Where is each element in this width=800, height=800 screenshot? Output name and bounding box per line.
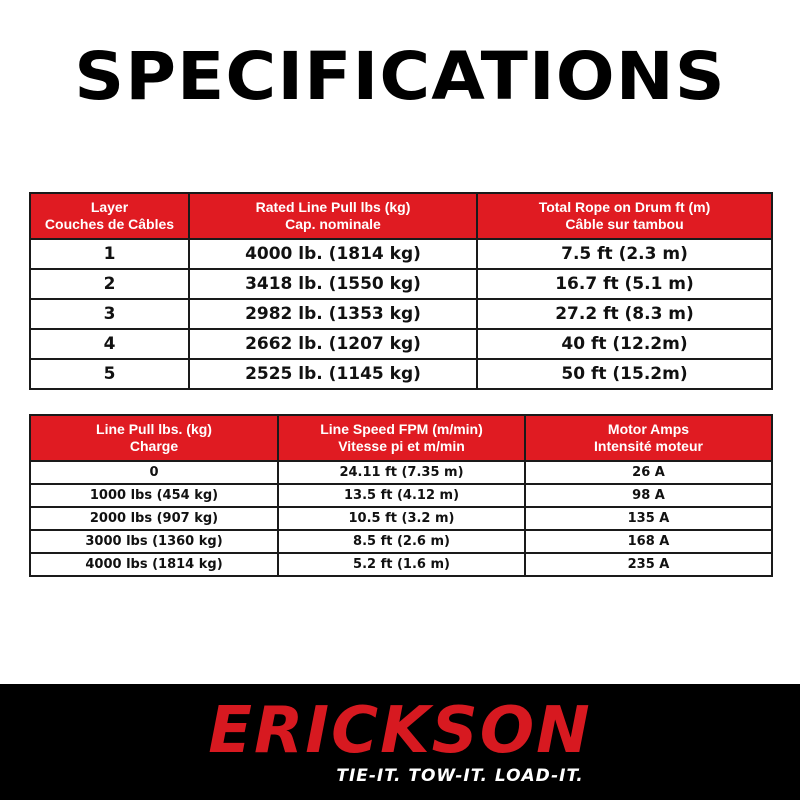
table-row [30, 484, 772, 507]
motor-amps-cell: 26 A [525, 461, 772, 484]
header-motor-amps: Motor Amps Intensité moteur [525, 415, 772, 461]
line-speed-cell: 8.5 ft (2.6 m) [278, 530, 525, 553]
layer-cell: 4 [30, 329, 189, 359]
line-pull-cell: 4000 lbs (1814 kg) [30, 553, 278, 576]
rope-cell: 7.5 ft (2.3 m) [477, 239, 772, 269]
table-row [30, 507, 772, 530]
line-pull-cell: 3418 lb. (1550 kg) [189, 269, 477, 299]
rope-cell: 50 ft (15.2m) [477, 359, 772, 389]
layer-cell: 2 [30, 269, 189, 299]
line-pull-cell: 1000 lbs (454 kg) [30, 484, 278, 507]
line-speed-cell: 5.2 ft (1.6 m) [278, 553, 525, 576]
line-pull-cell: 4000 lb. (1814 kg) [189, 239, 477, 269]
line-pull-cell: 2662 lb. (1207 kg) [189, 329, 477, 359]
layer-cell: 3 [30, 299, 189, 329]
layer-spec-table [29, 192, 773, 390]
line-pull-spec-table [29, 414, 773, 577]
line-speed-cell: 13.5 ft (4.12 m) [278, 484, 525, 507]
line-pull-cell: 0 [30, 461, 278, 484]
table-row [30, 461, 772, 484]
table-row [30, 329, 772, 359]
rope-cell: 40 ft (12.2m) [477, 329, 772, 359]
motor-amps-cell: 135 A [525, 507, 772, 530]
line-pull-cell: 3000 lbs (1360 kg) [30, 530, 278, 553]
rope-cell: 16.7 ft (5.1 m) [477, 269, 772, 299]
brand-footer [0, 684, 800, 800]
header-line-pull: Line Pull lbs. (kg) Charge [30, 415, 278, 461]
layer-cell: 1 [30, 239, 189, 269]
table-row [30, 269, 772, 299]
table-row [30, 530, 772, 553]
erickson-logo: ERICKSON [208, 694, 592, 768]
brand-tagline: TIE-IT. TOW-IT. LOAD-IT. [336, 766, 584, 786]
line-speed-cell: 10.5 ft (3.2 m) [278, 507, 525, 530]
table-header-row [30, 193, 772, 239]
motor-amps-cell: 98 A [525, 484, 772, 507]
line-pull-cell: 2982 lb. (1353 kg) [189, 299, 477, 329]
table-row [30, 239, 772, 269]
rope-cell: 27.2 ft (8.3 m) [477, 299, 772, 329]
table-row [30, 299, 772, 329]
motor-amps-cell: 235 A [525, 553, 772, 576]
layer-cell: 5 [30, 359, 189, 389]
header-line-speed: Line Speed FPM (m/min) Vitesse pi et m/min [278, 415, 525, 461]
page-title: SPECIFICATIONS [74, 38, 726, 115]
header-total-rope: Total Rope on Drum ft (m) Câble sur tambou [477, 193, 772, 239]
line-speed-cell: 24.11 ft (7.35 m) [278, 461, 525, 484]
table-header-row [30, 415, 772, 461]
table-row [30, 553, 772, 576]
line-pull-cell: 2000 lbs (907 kg) [30, 507, 278, 530]
header-rated-line-pull: Rated Line Pull lbs (kg) Cap. nominale [189, 193, 477, 239]
line-pull-cell: 2525 lb. (1145 kg) [189, 359, 477, 389]
header-layer: Layer Couches de Câbles [30, 193, 189, 239]
motor-amps-cell: 168 A [525, 530, 772, 553]
table-row [30, 359, 772, 389]
